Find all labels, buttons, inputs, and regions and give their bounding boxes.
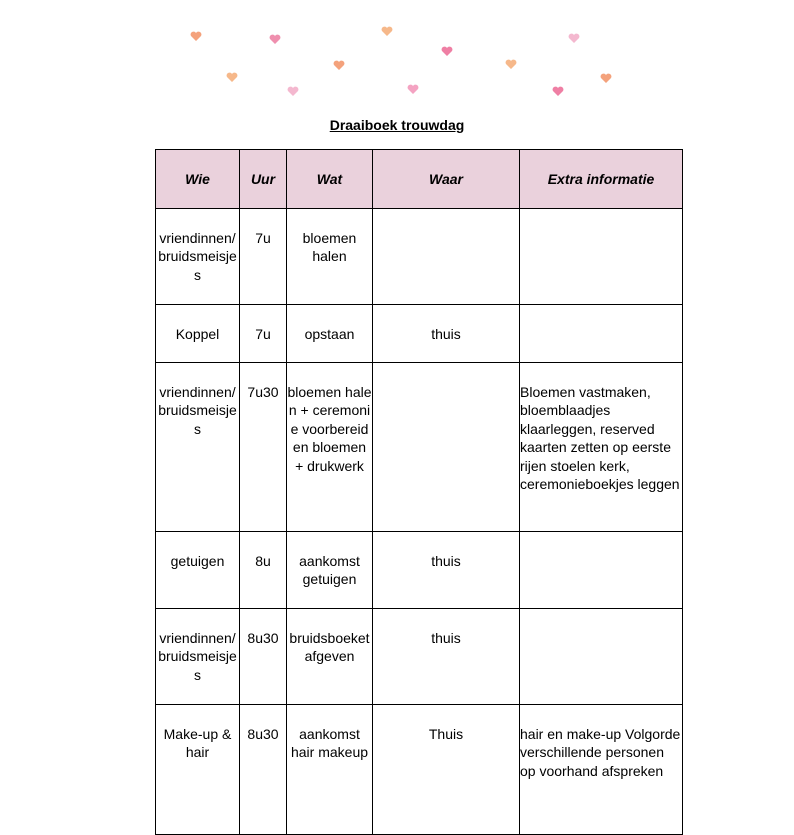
cell-uur: 8u30 bbox=[240, 609, 287, 705]
heart-icon bbox=[600, 73, 612, 84]
cell-uur: 7u bbox=[240, 209, 287, 305]
document-title: Draaiboek trouwdag bbox=[329, 117, 465, 133]
header-wie: Wie bbox=[156, 150, 240, 209]
cell-uur: 7u30 bbox=[240, 363, 287, 532]
cell-extra bbox=[520, 532, 683, 609]
heart-icon bbox=[441, 46, 453, 57]
cell-extra: hair en make-up Volgorde verschillende personen op voorhand afspreken bbox=[520, 705, 683, 835]
cell-uur: 8u bbox=[240, 532, 287, 609]
table-row bbox=[156, 705, 683, 835]
cell-extra bbox=[520, 209, 683, 305]
cell-wie: Make-up & hair bbox=[156, 705, 240, 835]
hearts-decoration bbox=[0, 0, 794, 110]
cell-wie: vriendinnen/bruidsmeisjes bbox=[156, 609, 240, 705]
cell-wat: bruidsboeket afgeven bbox=[287, 609, 373, 705]
header-uur: Uur bbox=[240, 150, 287, 209]
heart-icon bbox=[269, 34, 281, 45]
table-row bbox=[156, 363, 683, 532]
cell-wat: opstaan bbox=[287, 305, 373, 363]
cell-wat: bloemen halen + ceremonie voorbereiden bloemen + drukwerk bbox=[287, 363, 373, 532]
heart-icon bbox=[333, 60, 345, 71]
cell-waar: thuis bbox=[373, 609, 520, 705]
heart-icon bbox=[505, 59, 517, 70]
cell-waar: Thuis bbox=[373, 705, 520, 835]
cell-wat: aankomst getuigen bbox=[287, 532, 373, 609]
heart-icon bbox=[190, 31, 202, 42]
heart-icon bbox=[287, 86, 299, 97]
heart-icon bbox=[407, 84, 419, 95]
cell-wie: vriendinnen/bruidsmeisjes bbox=[156, 363, 240, 532]
header-wat: Wat bbox=[287, 150, 373, 209]
table-header-row bbox=[156, 150, 683, 209]
cell-waar: thuis bbox=[373, 305, 520, 363]
cell-wie: getuigen bbox=[156, 532, 240, 609]
header-extra-informatie: Extra informatie bbox=[520, 150, 683, 209]
heart-icon bbox=[568, 33, 580, 44]
cell-wie: vriendinnen/bruidsmeisjes bbox=[156, 209, 240, 305]
table-row bbox=[156, 609, 683, 705]
cell-extra bbox=[520, 305, 683, 363]
cell-wie: Koppel bbox=[156, 305, 240, 363]
cell-extra bbox=[520, 609, 683, 705]
heart-icon bbox=[552, 86, 564, 97]
heart-icon bbox=[381, 26, 393, 37]
cell-waar bbox=[373, 209, 520, 305]
table-row bbox=[156, 532, 683, 609]
header-waar: Waar bbox=[373, 150, 520, 209]
cell-wat: bloemen halen bbox=[287, 209, 373, 305]
schedule-table bbox=[155, 149, 683, 835]
cell-waar bbox=[373, 363, 520, 532]
cell-extra: Bloemen vastmaken, bloemblaadjes klaarleggen, reserved kaarten zetten op eerste rijen stoelen kerk, ceremonieboekjes leggen bbox=[520, 363, 683, 532]
table-row bbox=[156, 305, 683, 363]
cell-wat: aankomst hair makeup bbox=[287, 705, 373, 835]
heart-icon bbox=[226, 72, 238, 83]
cell-waar: thuis bbox=[373, 532, 520, 609]
table-row bbox=[156, 209, 683, 305]
cell-uur: 8u30 bbox=[240, 705, 287, 835]
cell-uur: 7u bbox=[240, 305, 287, 363]
